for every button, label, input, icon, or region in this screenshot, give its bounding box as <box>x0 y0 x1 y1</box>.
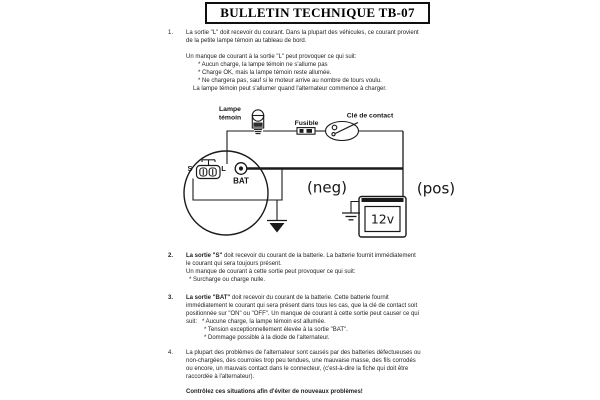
section-3-number: 3. <box>168 294 174 301</box>
section-4-line-2: non-chargées, des courroies trop peu tendues, une mauvaise masse, des fils corrodés <box>186 357 416 364</box>
terminal-s-label: S <box>187 164 193 173</box>
section-1-number: 1. <box>168 30 174 36</box>
alternator-ground-icon <box>267 221 287 233</box>
section-1-bullet-3: * Ne chargera pas, sauf si le moteur arrive au nombre de tours voulu. <box>198 78 382 84</box>
section-1-line-3: Un manque de courant à la sortie "L" peut provoquer ce qui suit: <box>186 54 357 60</box>
section-4-line-1: La plupart des problèmes de l'alternateur sont causés par des batteries défectueuses ou <box>186 349 421 356</box>
bulletin-title: BULLETIN TECHNIQUE TB-07 <box>220 5 415 20</box>
fuse-icon <box>297 128 315 135</box>
section-2-bullet-1: * Surcharge ou charge nulle. <box>189 277 266 283</box>
section-3-bullet-1: * Aucune charge, la lampe témoin est allumée. <box>202 318 326 325</box>
section-3-suit: suit: <box>186 318 198 325</box>
section-4-number: 4. <box>168 349 174 356</box>
section-1-line-1: La sortie "L" doit recevoir du courant. Dans la plupart des véhicules, ce courant provient <box>186 30 419 36</box>
section-2-line-2: le courant qui sera toujours présent. <box>186 261 282 267</box>
terminal-bat-label: BAT <box>233 176 249 186</box>
section-4 <box>168 349 458 396</box>
ignition-switch-icon <box>326 122 359 141</box>
section-2-lead: La sortie "S" <box>186 253 223 259</box>
closing-advice: Contrôlez ces situations afin d'éviter de nouveaux problèmes! <box>186 388 363 395</box>
alternator-icon <box>184 151 268 235</box>
indicator-lamp-icon <box>252 110 263 134</box>
section-4-line-4: raccordée à l'alternateur). <box>186 373 255 380</box>
section-3-bullet-2: * Tension exceptionnellement élevée à la sortie "BAT". <box>204 326 348 333</box>
lamp-label-line1: Lampe <box>219 106 241 113</box>
section-3-line-4 <box>186 318 458 326</box>
section-3-line-1 <box>186 294 458 302</box>
ignition-key-label: Clé de contact <box>346 112 394 120</box>
section-1-line-4: La lampe témoin peut s'allumer quand l'alternateur commence à charger. <box>193 86 387 92</box>
battery-ground-wire <box>351 202 359 214</box>
battery-voltage-label: 12v <box>370 211 395 227</box>
lamp-label-line2: témoin <box>218 114 242 122</box>
section-2-line-1 <box>186 252 458 260</box>
section-3-lead: La sortie "BAT" <box>186 294 231 301</box>
section-2-line-3: Un manque de courant à cette sortie peut provoquer ce qui suit: <box>186 269 356 275</box>
section-3-line-3: positionnée sur "ON" ou "OFF". Un manque de courant à cette sortie peut causer ce qui <box>186 310 419 317</box>
section-3-line-2: immédiatement le courant qui sera présent dans tous les cas, que la clé de contact soit <box>186 302 418 309</box>
positive-label: (pos) <box>416 179 456 198</box>
section-2-number: 2. <box>168 253 174 259</box>
section-1-bullet-1: * Aucun charge, la lampe témoin ne s'allume pas <box>198 62 328 68</box>
negative-label: (neg) <box>307 178 347 197</box>
battery-ground-icon <box>342 213 360 220</box>
fuse-label: Fusible <box>294 119 319 127</box>
section-3-bullet-3: * Dommage possible à la diode de l'alternateur. <box>204 334 330 341</box>
section-1-line-2: de la petite lampe témoin au tableau de bord. <box>186 38 307 44</box>
section-4-line-3: ou encore, un mauvais contact dans le connecteur, (c'est-à-dire la fiche qui doit être <box>186 365 409 372</box>
section-3 <box>168 294 458 342</box>
section-3-line-1-rest: doit recevoir du courant de la batterie. Cette batterie fournit <box>230 294 389 301</box>
section-1-bullet-2: * Charge OK, mais la lampe témoin reste allumée. <box>198 70 332 76</box>
terminal-l-label: L <box>221 164 226 173</box>
section-2 <box>168 252 458 284</box>
section-2-line-1-rest: doit recevoir du courant de la batterie. La batterie fournit immédiatement <box>222 253 416 259</box>
